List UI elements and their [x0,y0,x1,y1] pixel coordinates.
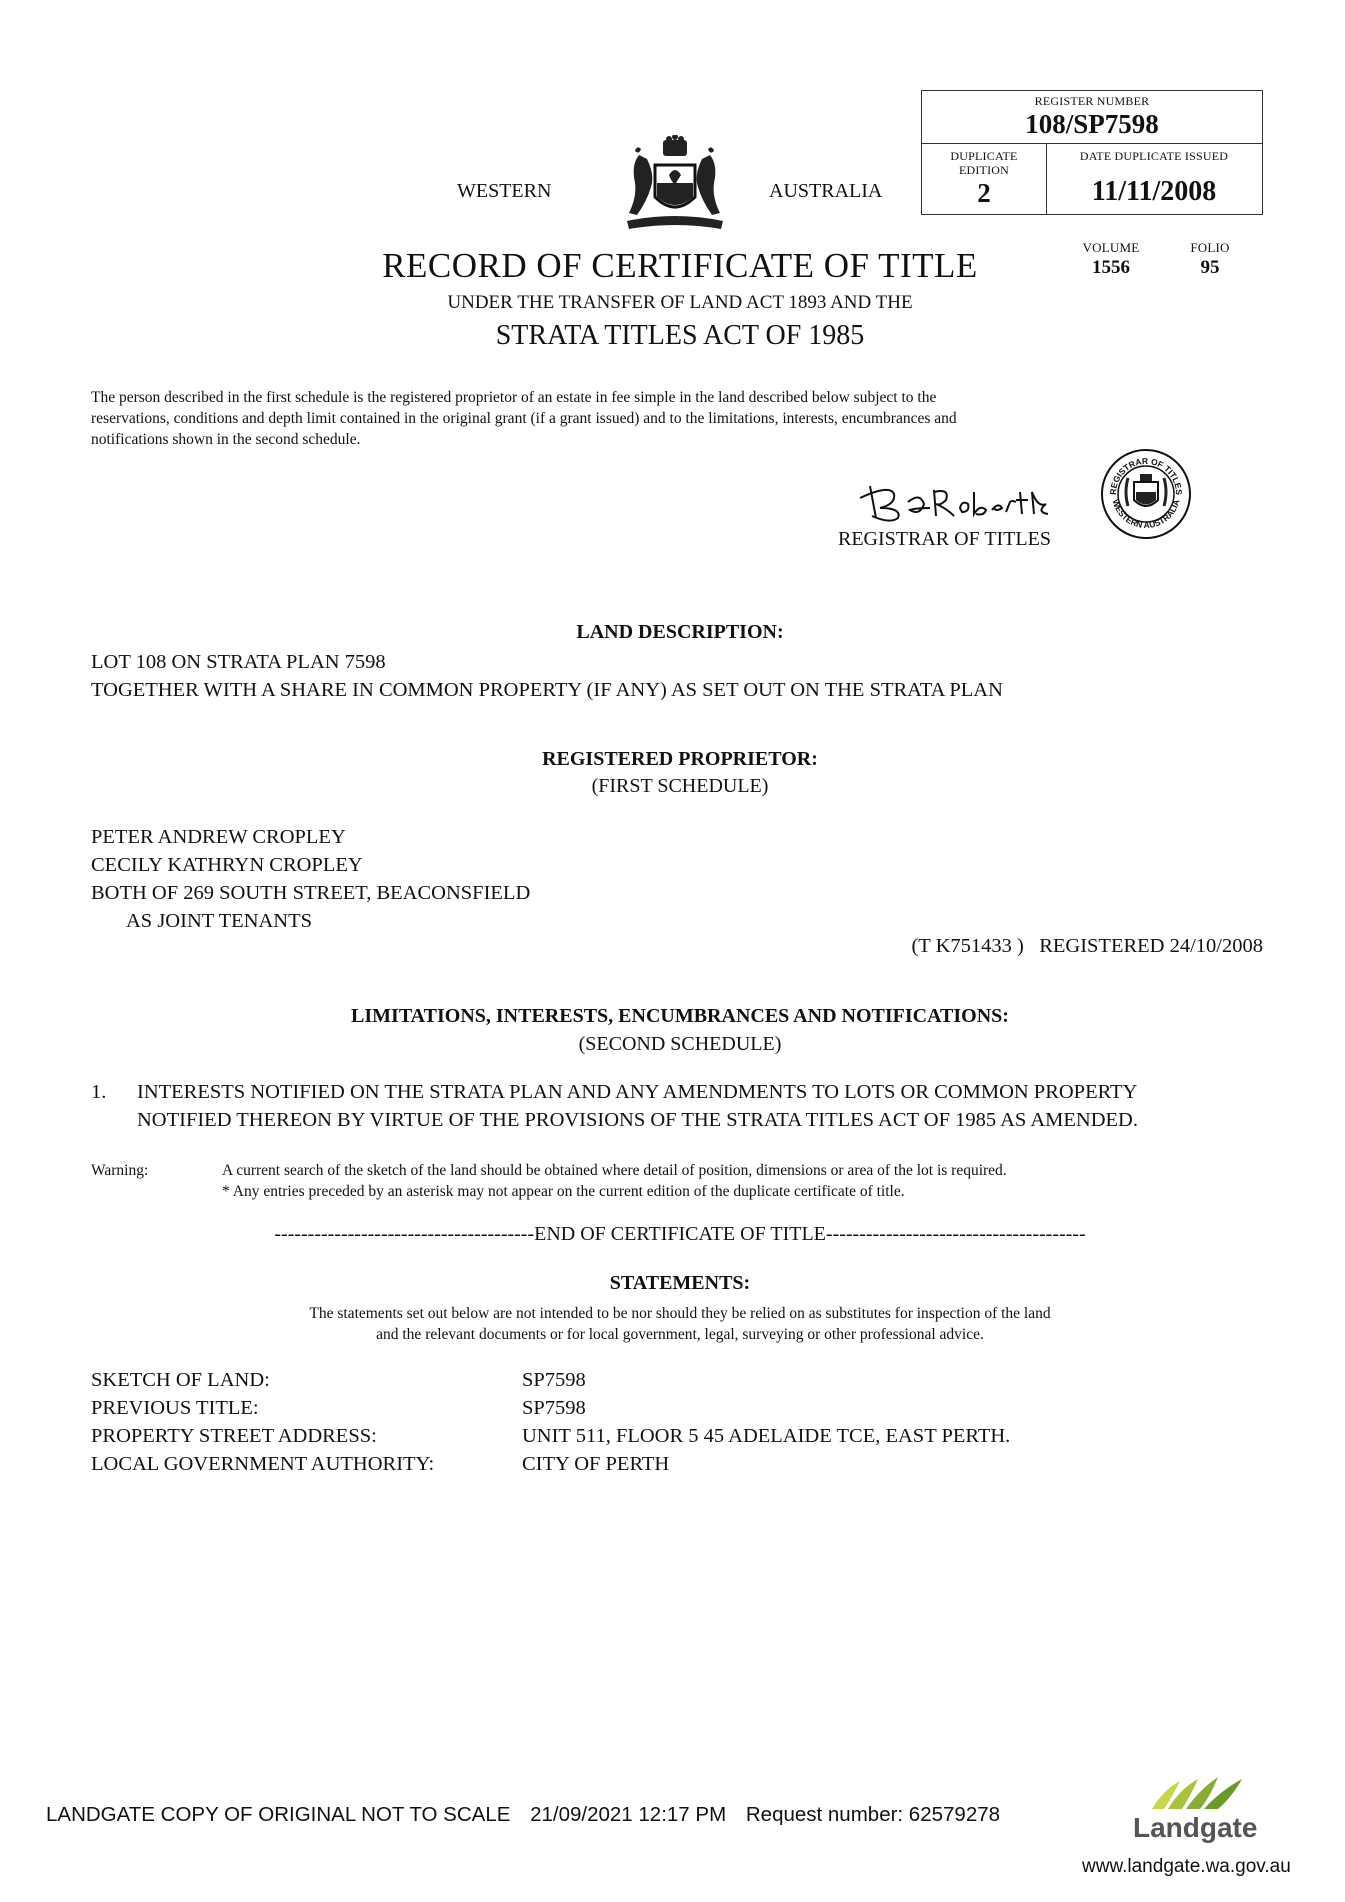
land-description-heading: LAND DESCRIPTION: [576,621,784,643]
footer-request-number: Request number: 62579278 [745,1803,1001,1826]
date-issued: 11/11/2008 [1091,176,1217,207]
first-schedule-label: (FIRST SCHEDULE) [591,775,769,797]
landgate-logo-icon [1150,1775,1245,1811]
volume-label: VOLUME [1082,240,1140,255]
statement-value: SP7598 [522,1369,586,1391]
date-issued-label: DATE DUPLICATE ISSUED [1079,149,1229,163]
warning-line: A current search of the sketch of the land should be obtained where detail of position, dimensions or area of the lot is required. [222,1162,1007,1179]
tenancy-type: AS JOINT TENANTS [126,910,313,932]
limitation-item-number: 1. [91,1081,107,1103]
proprietor-name: PETER ANDREW CROPLEY [91,826,346,848]
registrar-seal-icon [1100,448,1192,540]
statement-row [91,1422,1010,1450]
footer-line [46,1803,1000,1827]
western-label: WESTERN [457,180,552,202]
limitation-item [137,1078,1277,1134]
statement-row [91,1450,1010,1478]
intro-line: The person described in the first schedule is the registered proprietor of an estate in fee simple in the land described below subject to the [91,389,937,406]
document-subtitle: UNDER THE TRANSFER OF LAND ACT 1893 AND THE [447,292,913,313]
register-number-label: REGISTER NUMBER [1034,94,1150,108]
proprietor-heading: REGISTERED PROPRIETOR: [542,748,818,770]
statements-note-line: and the relevant documents or for local government, legal, surveying or other professional advice. [376,1326,984,1343]
statements-table [91,1366,1010,1478]
statement-value: CITY OF PERTH [522,1453,670,1475]
register-box [921,90,1263,215]
warning-label: Warning: [91,1162,149,1179]
footer-datetime: 21/09/2021 12:17 PM [530,1803,727,1826]
seal-top-text: REGISTRAR OF TITLES [1107,455,1185,496]
coat-of-arms-icon [617,135,732,235]
intro-line: notifications shown in the second schedule. [91,431,361,448]
duplicate-edition: 2 [977,178,991,208]
limitation-line: INTERESTS NOTIFIED ON THE STRATA PLAN AND ANY AMENDMENTS TO LOTS OR COMMON PROPERTY [137,1081,1138,1103]
statements-note-line: The statements set out below are not intended to be nor should they be relied on as substitutes for inspection of the land [309,1305,1051,1322]
intro-paragraph [91,387,1271,450]
limitations-heading: LIMITATIONS, INTERESTS, ENCUMBRANCES AND NOTIFICATIONS: [351,1005,1009,1027]
folio: 95 [1200,257,1220,278]
edition-label-line: EDITION [958,163,1010,177]
land-description [91,648,1003,704]
proprietor-name: CECILY KATHRYN CROPLEY [91,854,363,876]
warning-text [222,1160,1282,1202]
strata-act-title: STRATA TITLES ACT OF 1985 [495,320,865,351]
proprietor-address: BOTH OF 269 SOUTH STREET, BEACONSFIELD [91,882,531,904]
statements-heading: STATEMENTS: [609,1272,751,1294]
registrar-signature [850,478,1070,523]
document-title: RECORD OF CERTIFICATE OF TITLE [382,246,978,285]
australia-label: AUSTRALIA [769,180,883,202]
limitation-line: NOTIFIED THEREON BY VIRTUE OF THE PROVISIONS OF THE STRATA TITLES ACT OF 1985 AS AMENDED. [137,1109,1138,1131]
intro-line: reservations, conditions and depth limit contained in the original grant (if a grant issued) and to the limitations, interests, encumbrances and [91,410,957,427]
land-description-line: TOGETHER WITH A SHARE IN COMMON PROPERTY (IF ANY) AS SET OUT ON THE STRATA PLAN [91,679,1003,701]
end-of-certificate-divider: ---------------------------------------END OF CERTIFICATE OF TITLE--------------------------------------- [274,1223,1086,1245]
statement-row [91,1366,1010,1394]
statement-label: PROPERTY STREET ADDRESS: [91,1425,377,1447]
landgate-url: www.landgate.wa.gov.au [1082,1856,1291,1877]
statement-value: UNIT 511, FLOOR 5 45 ADELAIDE TCE, EAST PERTH. [522,1425,1011,1447]
registrar-label: REGISTRAR OF TITLES [838,528,1051,550]
statement-label: PREVIOUS TITLE: [91,1397,259,1419]
footer-copy-note: LANDGATE COPY OF ORIGINAL NOT TO SCALE [46,1803,511,1826]
statements-note [150,1303,1210,1345]
landgate-logo-text: Landgate [1133,1812,1258,1843]
warning-line: * Any entries preceded by an asterisk may not appear on the current edition of the duplicate certificate of title. [222,1183,905,1200]
statement-value: SP7598 [522,1397,586,1419]
land-description-line: LOT 108 ON STRATA PLAN 7598 [91,651,386,673]
duplicate-label-line: DUPLICATE [950,149,1018,163]
seal-bottom-text: WESTERN AUSTRALIA [1110,498,1182,531]
proprietor-list [91,823,530,935]
duplicate-edition-label [922,149,1046,177]
registration-reference: (T K751433 ) REGISTERED 24/10/2008 [911,935,1263,957]
volume: 1556 [1092,257,1130,278]
folio-label: FOLIO [1190,240,1230,255]
second-schedule-label: (SECOND SCHEDULE) [578,1033,782,1055]
statement-label: SKETCH OF LAND: [91,1369,270,1391]
statement-label: LOCAL GOVERNMENT AUTHORITY: [91,1453,435,1475]
statement-row [91,1394,1010,1422]
register-number: 108/SP7598 [1025,109,1159,139]
